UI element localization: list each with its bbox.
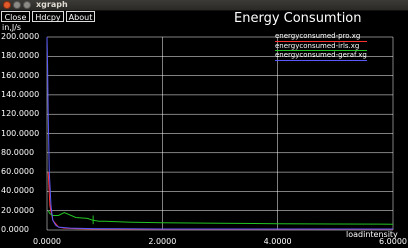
y-tick-label: 180.0000 [1, 51, 40, 61]
chart-legend [275, 32, 367, 61]
y-tick-label: 60.0000 [1, 167, 35, 177]
y-tick-label: 0.0000 [1, 225, 29, 234]
x-tick-label: 4.0000 [263, 237, 292, 246]
legend-entry: energyconsumed-pro.xg [275, 32, 367, 42]
window-title: xgraph [36, 0, 68, 9]
y-tick-label: 140.0000 [1, 89, 40, 99]
about-button[interactable]: About [66, 11, 95, 22]
y-tick-label: 160.0000 [1, 70, 40, 80]
close-button[interactable]: Close [1, 11, 30, 22]
x-tick-label: 2.0000 [148, 237, 177, 246]
y-tick-label: 120.0000 [1, 109, 40, 119]
hdcpy-button[interactable]: Hdcpy [32, 11, 64, 22]
x-tick-label: 6.0000 [379, 237, 407, 246]
x-axis-label: loadintensity [346, 230, 398, 239]
y-axis-label: in,J/s [2, 23, 22, 32]
x-tick-label: 0.0000 [33, 237, 61, 246]
y-tick-label: 200.0000 [1, 32, 40, 41]
legend-entry: energyconsumed-geraf.xg [275, 51, 367, 59]
legend-entry: energyconsumed-irls.xg [275, 42, 367, 52]
y-tick-label: 100.0000 [1, 128, 40, 138]
y-tick-label: 40.0000 [1, 186, 35, 196]
series-line-3 [47, 37, 393, 229]
series-line-2 [48, 211, 393, 225]
y-tick-label: 20.0000 [1, 205, 35, 215]
chart-title: Energy Consumtion [234, 11, 362, 26]
series-line-1 [48, 172, 393, 229]
y-tick-label: 80.0000 [1, 147, 35, 157]
